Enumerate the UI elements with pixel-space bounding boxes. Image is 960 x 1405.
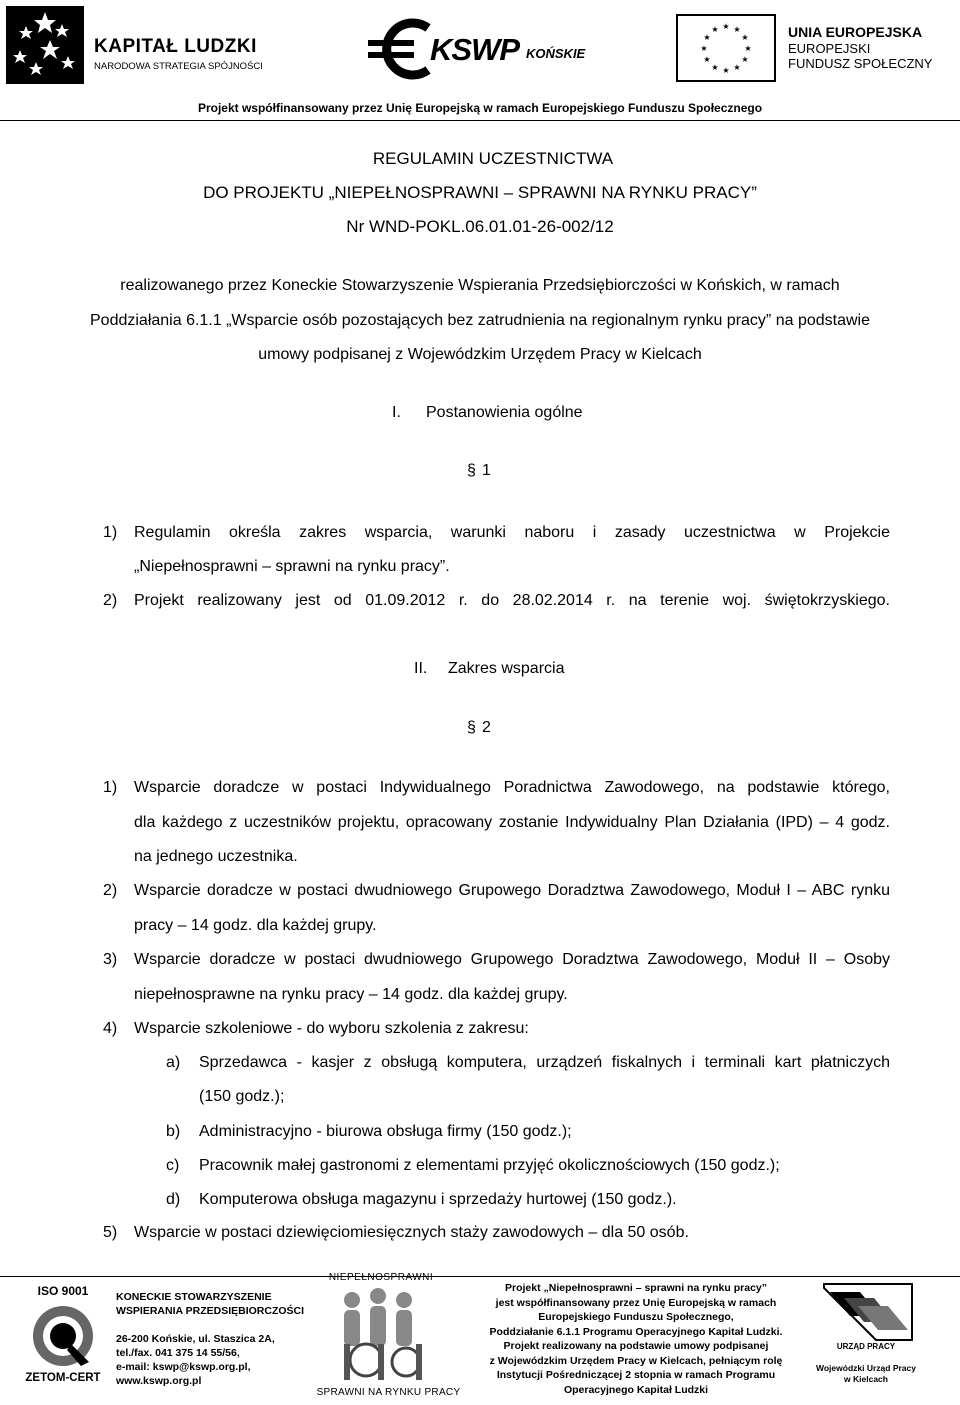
euro-sign-icon	[368, 18, 438, 80]
list-item-text: Projekt realizowany jest od 01.09.2012 r. do 28.02.2014 r. na terenie woj. świętokrzyskiego.	[134, 592, 890, 609]
footer-organization	[116, 1290, 316, 1388]
sublist-item-text: Sprzedawca - kasjer z obsługą komputera, urządzeń fiskalnych i terminali kart płatniczych	[199, 1054, 890, 1071]
project-info-line: Europejskiego Funduszu Społecznego,	[538, 1311, 734, 1323]
list-number: 1)	[103, 524, 118, 541]
kswp-main-text: KSWP	[430, 32, 519, 67]
svg-text:★: ★	[711, 63, 719, 72]
org-name-line1: KONECKIE STOWARZYSZENIE	[116, 1291, 272, 1303]
intro-line-2: Poddziałania 6.1.1 „Wsparcie osób pozostających bez zatrudnienia na regionalnym rynku pracy” na podstawie	[90, 312, 870, 329]
project-info-line: jest współfinansowany przez Unię Europejską w ramach	[495, 1296, 777, 1309]
intro-line-3: umowy podpisanej z Wojewódzkim Urzędem Pracy w Kielcach	[258, 346, 702, 363]
list-item-text: dla każdego z uczestników projektu, opracowany zostanie Indywidualny Plan Działania (IPD) – 4 godz.	[134, 814, 890, 831]
project-logo-top-text: NIEPEŁNOSPRAWNI	[328, 1272, 434, 1283]
wup-name-line2: w Kielcach	[844, 1374, 888, 1384]
list-item-text: niepełnosprawne na rynku pracy – 14 godz. dla każdej grupy.	[134, 986, 568, 1003]
kapital-ludzki-emblem-icon	[6, 6, 86, 84]
title-line-3: Nr WND-POKL.06.01.01-26-002/12	[346, 217, 614, 236]
list-item-text: Wsparcie szkoleniowe - do wyboru szkolenia z zakresu:	[134, 1020, 529, 1037]
org-name-line2: WSPIERANIA PRZEDSIĘBIORCZOŚCI	[116, 1305, 305, 1317]
list-number: 5)	[103, 1224, 118, 1241]
list-item-text: pracy – 14 godz. dla każdej grupy.	[134, 917, 377, 934]
svg-text:★: ★	[703, 33, 711, 42]
sublist-item-text: Pracownik małej gastronomi z elementami przyjęć okolicznościowych (150 godz.);	[199, 1157, 780, 1174]
list-number: 1)	[103, 779, 118, 796]
svg-text:★: ★	[733, 25, 741, 34]
zetom-label: ZETOM-CERT	[25, 1372, 101, 1384]
project-logo	[316, 1272, 466, 1402]
list-number: 4)	[103, 1020, 118, 1037]
list-item-text: Wsparcie doradcze w postaci dwudniowego Grupowego Doradztwa Zawodowego, Moduł II – Osoby	[134, 951, 890, 968]
eu-line2: EUROPEJSKI	[788, 41, 871, 56]
org-email: e-mail: kswp@kswp.org.pl,	[116, 1361, 251, 1373]
kapital-ludzki-subtitle: NARODOWA STRATEGIA SPÓJNOŚCI	[94, 61, 263, 72]
list-item-text: na jednego uczestnika.	[134, 848, 298, 865]
org-address: 26-200 Końskie, ul. Staszica 2A,	[116, 1333, 275, 1345]
eu-flag-icon	[676, 14, 776, 82]
org-website: www.kswp.org.pl	[116, 1375, 202, 1387]
eu-line1: UNIA EUROPEJSKA	[788, 24, 923, 40]
intro-line-1: realizowanego przez Koneckie Stowarzyszenie Wspierania Przedsiębiorczości w Końskich, w ramach	[120, 277, 840, 294]
list-item-text: Regulamin określa zakres wsparcia, warunki naboru i zasady uczestnictwa w Projekcie	[134, 524, 890, 541]
eu-logo	[676, 14, 956, 84]
kswp-city-text: KOŃSKIE	[526, 46, 586, 61]
sublist-letter: b)	[166, 1123, 181, 1140]
list-item-text: Wsparcie doradcze w postaci dwudniowego Grupowego Doradztwa Zawodowego, Moduł I – ABC rynku	[134, 882, 890, 899]
footer-divider	[0, 1276, 960, 1277]
svg-text:★: ★	[744, 44, 752, 53]
section-1-heading	[392, 404, 583, 422]
list-item-text: „Niepełnosprawni – sprawni na rynku pracy”.	[134, 558, 450, 575]
zetom-emblem-icon	[31, 1304, 95, 1368]
paragraph-1-number: 1	[482, 462, 491, 479]
footer-project-info	[478, 1281, 794, 1397]
sublist-item-text: Administracyjno - biurowa obsługa firmy (150 godz.);	[199, 1123, 572, 1140]
project-info-line: z Wojewódzkim Urzędem Pracy w Kielcach, pełniącym rolę	[489, 1354, 783, 1367]
wup-logo	[808, 1280, 928, 1390]
sublist-item-text: Komputerowa obsługa magazynu i sprzedaży hurtowej (150 godz.).	[199, 1191, 677, 1208]
svg-text:★: ★	[700, 44, 708, 53]
list-number: 2)	[103, 882, 118, 899]
svg-text:★: ★	[722, 66, 730, 75]
project-info-line: Poddziałanie 6.1.1 Programu Operacyjnego Kapitał Ludzki.	[489, 1325, 783, 1338]
sublist-item-text: (150 godz.);	[199, 1088, 285, 1105]
header-divider	[0, 120, 960, 121]
svg-text:★: ★	[722, 22, 730, 31]
sublist-letter: c)	[166, 1157, 180, 1174]
org-phone: tel./fax. 041 375 14 55/56,	[116, 1347, 240, 1359]
list-item-text: Wsparcie w postaci dziewięciomiesięcznych staży zawodowych – dla 50 osób.	[134, 1224, 689, 1241]
up-label: URZĄD PRACY	[836, 1342, 896, 1351]
section-2-title: Zakres wsparcia	[448, 660, 565, 677]
kapital-ludzki-title: KAPITAŁ LUDZKI	[94, 36, 257, 57]
paragraph-sign: §	[467, 462, 476, 479]
paragraph-1-heading	[467, 462, 491, 480]
paragraph-2-heading	[467, 719, 491, 737]
paragraph-sign: §	[467, 719, 476, 736]
list-number: 3)	[103, 951, 118, 968]
sublist-letter: a)	[166, 1054, 181, 1071]
svg-text:★: ★	[703, 55, 711, 64]
title-line-2: DO PROJEKTU „NIEPEŁNOSPRAWNI – SPRAWNI NA RYNKU PRACY”	[203, 183, 757, 202]
section-2-heading	[414, 660, 564, 678]
svg-text:★: ★	[733, 63, 741, 72]
cofinance-note: Projekt współfinansowany przez Unię Europejską w ramach Europejskiego Funduszu Społecznego	[197, 101, 763, 115]
iso-logo	[20, 1284, 106, 1402]
section-1-number: I.	[392, 404, 401, 421]
title-line-1: REGULAMIN UCZESTNICTWA	[372, 149, 614, 168]
list-item-text: Wsparcie doradcze w postaci Indywidualnego Poradnictwa Zawodowego, na podstawie którego,	[134, 779, 890, 796]
project-info-line: Operacyjnego Kapitał Ludzki	[563, 1383, 709, 1396]
svg-text:★: ★	[741, 55, 749, 64]
project-info-line: Instytucji Pośredniczącej 2 stopnia w ramach Programu	[496, 1369, 776, 1381]
wup-name-line1: Wojewódzki Urząd Pracy	[816, 1363, 916, 1373]
svg-text:★: ★	[711, 25, 719, 34]
kswp-logo	[368, 14, 598, 84]
project-info-line: Projekt realizowany na podstawie umowy podpisanej	[503, 1340, 769, 1352]
eu-line3: FUNDUSZ SPOŁECZNY	[788, 56, 933, 71]
kapital-ludzki-logo	[6, 6, 296, 84]
iso-label: ISO 9001	[37, 1284, 89, 1298]
svg-text:★: ★	[741, 33, 749, 42]
people-figures-icon	[330, 1286, 440, 1384]
sublist-letter: d)	[166, 1191, 181, 1208]
list-number: 2)	[103, 592, 118, 609]
project-info-line: Projekt „Niepełnosprawni – sprawni na rynku pracy”	[505, 1282, 767, 1294]
section-2-number: II.	[414, 660, 428, 677]
paragraph-2-number: 2	[482, 719, 491, 736]
project-logo-bottom-text: SPRAWNI NA RYNKU PRACY	[316, 1387, 461, 1398]
section-1-title: Postanowienia ogólne	[426, 404, 583, 421]
